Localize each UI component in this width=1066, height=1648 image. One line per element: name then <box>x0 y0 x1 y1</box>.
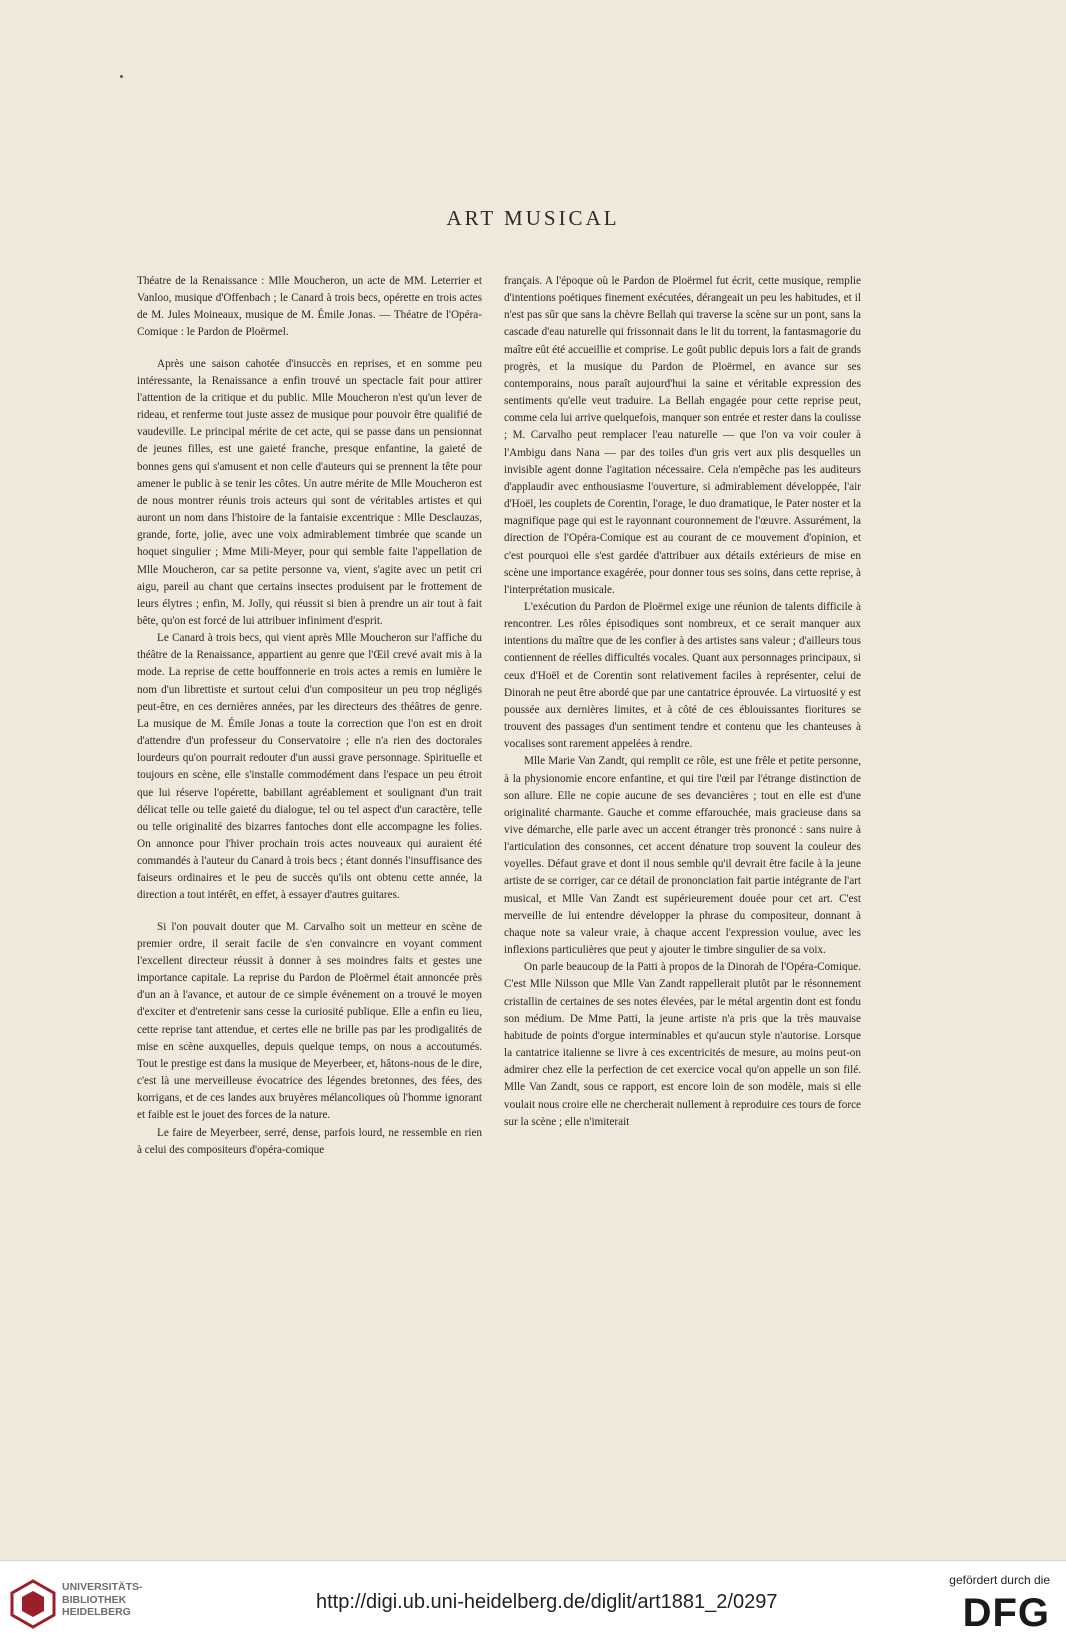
paragraph: Si l'on pouvait douter que M. Carvalho soit un metteur en scène de premier ordre, il serait facile de s'en convaincre en voyant comment l'excellent directeur réussit à donner à ses moindres faits et gestes une importance capitale. La reprise du Pardon de Ploërmel était annoncée près d'un an à l'avance, et autour de ce simple événement on a trouvé le moyen d'exciter et d'entretenir sans cesse la curiosité publique. Elle a enfin eu lieu, cette reprise tant attendue, et certes elle ne brille pas par les prodigalités de mise en scène auxquelles, depuis quelque temps, on nous a accoutumés. Tout le prestige est dans la musique de Meyerbeer, et, hâtons-nous de le dire, c'est là une merveilleuse évocatrice des légendes bretonnes, des fées, des korrigans, et de ces landes aux bruyères mélancoliques où l'homme ignorant et faible est le jouet des forces de la nature. <box>137 920 482 1122</box>
page-title: ART MUSICAL <box>446 206 620 230</box>
paragraph: Mlle Marie Van Zandt, qui remplit ce rôle, est une frêle et petite personne, à la physionomie encore enfantine, et qui tire l'œil par l'étrange distinction de son allure. Elle ne copie aucune de ses devancières ; tout en elle est d'une originalité charmante. Gauche et comme effarouchée, mais gracieuse dans sa vive démarche, elle parle avec un accent étranger très prononcé : sans nuire à l'articulation des consonnes, cet accent dénature trop souvent la couleur des voyelles. Défaut grave et dont il nous semble qu'il devrait être facile à la jeune artiste de se corriger, car ce détail de prononciation fait partie intégrante de l'art musical, et Mlle Van Zandt est supérieurement douée pour cet art. C'est merveille de lui entendre développer la phrase du compositeur, donnant à chaque note sa valeur vraie, à chaque accent l'expression voulue, avec les inflexions particulières que peut y ajouter le timbre singulier de sa voix. <box>504 755 861 957</box>
university-seal-icon <box>10 1579 56 1629</box>
paragraph: Le faire de Meyerbeer, serré, dense, parfois lourd, ne ressemble en rien à celui des compositeurs d'opéra-comique <box>137 1126 482 1156</box>
paragraph: On parle beaucoup de la Patti à propos de la Dinorah de l'Opéra-Comique. C'est Mlle Nilsson que Mlle Van Zandt rappellerait plutôt par le résonnement cristallin de certaines de ses notes élevées, par le métal argentin dont est fondu son médium. De Mme Patti, la jeune artiste n'a pris que la très mauvaise habitude de points d'orgue interminables et qu'aucun style n'autorise. Lorsque la cantatrice italienne se livre à ces excentricités de mesure, au moins peut-on admirer chez elle la perfection de cet exercice vocal qu'on appelle un son filé. Mlle Van Zandt, sous ce rapport, est encore loin de son modèle, mais si elle voulait nous croire elle ne chercherait nullement à reproduire ces tours de force sur la scène ; elle n'imiterait <box>504 961 861 1128</box>
dfg-logo: DFG <box>962 1591 1050 1635</box>
document-url-link[interactable]: http://digi.ub.uni-heidelberg.de/diglit/art1881_2/0297 <box>316 1591 778 1613</box>
left-column <box>137 273 482 1373</box>
ink-speck <box>120 75 123 78</box>
paragraph: Le Canard à trois becs, qui vient après Mlle Moucheron sur l'affiche du théâtre de la Renaissance, appartient au genre que l'Œil crevé avait mis à la mode. La reprise de cette bouffonnerie en trois actes a remis en lumière le nom d'un librettiste et surtout celui d'un compositeur un peu trop négligés peut-être, en ces dernières années, par les directeurs des théâtres de genre. La musique de M. Émile Jonas a toute la correction que l'on est en droit d'attendre d'un professeur du Conservatoire ; elle n'a rien des doctorales lourdeurs qu'on pourrait redouter d'un aussi grave personnage. Spirituelle et toujours en scène, elle s'installe commodément dans l'espace un peu étroit que lui réserve l'opérette, babillant agréablement et soulignant d'un trait délicat telle ou telle gaieté du dialogue, tel ou tel aspect d'un caractère, telle ou telle originalité des bizarres fantoches dont elle accompagne les folies. On annonce pour l'hiver prochain trois actes nouveaux qui auraient été commandés à l'auteur du Canard à trois becs ; étant donnés l'insuffisance des faiseurs ordinaires et le peu de succès qu'ils ont obtenu cette année, la direction a tout intérêt, en effet, à essayer d'autres guitares. <box>137 632 482 902</box>
institution-name: UNIVERSITÄTS- BIBLIOTHEK HEIDELBERG <box>62 1581 143 1618</box>
right-column <box>504 273 861 1373</box>
paragraph: L'exécution du Pardon de Ploërmel exige une réunion de talents difficile à rencontrer. Les rôles épisodiques sont nombreux, et ce serait manquer aux intentions du maître que de les confier à des artistes sans valeur ; d'ailleurs tous contiennent de réelles difficultés vocales. Quant aux personnages principaux, si ceux d'Hoël et de Corentin sont relativement faciles à représenter, celui de Dinorah ne peut être abordé que par une cantatrice éprouvée. La virtuosité y est poussée aux dernières limites, et à côté de ces éblouissantes fioritures se trouvent des passages d'un sentiment tendre et contenu que les chanteuses à vocalises sont rarement appelées à rendre. <box>504 600 861 751</box>
paragraph: Après une saison cahotée d'insuccès en reprises, et en somme peu intéressante, la Renaissance a enfin trouvé un spectacle fait pour attirer l'attention de la critique et du public. Mlle Moucheron n'est qu'un lever de rideau, et renferme tout juste assez de musique pour pouvoir être qualifié de vaudeville. Le principal mérite de cet acte, qui se passe dans un pensionnat de jeunes filles, est une gaieté franche, presque enfantine, la gaieté de bonnes gens qui s'amusent et non celle d'auteurs qui se prennent la tête pour amener le public à se tenir les côtes. Un autre mérite de Mlle Moucheron est de nous montrer réunis trois acteurs qui sont de véritables artistes et qui auront un nom dans l'histoire de la fantaisie excentrique : Mlle Desclauzas, grande, forte, jolie, avec une voix admirablement timbrée que scande un hoquet singulier ; Mme Mili-Meyer, pour qui semble faite l'appellation de Mlle Moucheron, car sa petite personne va, vient, s'agite avec un petit cri aigu, pareil au chant que certains insectes produisent par le frottement de leurs élytres ; enfin, M. Jolly, qui réussit si bien à prendre un air tout à fait bête, qu'on est forcé de lui attribuer infiniment d'esprit. <box>137 357 482 627</box>
footer-bar <box>0 1560 1066 1648</box>
section-heading-paragraph: Théatre de la Renaissance : Mlle Moucheron, un acte de MM. Leterrier et Vanloo, musique d'Offenbach ; le Canard à trois becs, opérette en trois actes de M. Jules Moineaux, musique de M. Émile Jonas. — Théatre de l'Opéra-Comique : le Pardon de Ploërmel. <box>137 275 482 339</box>
paragraph: français. A l'époque où le Pardon de Ploërmel fut écrit, cette musique, remplie d'intentions poétiques finement exécutées, dérangeait un peu les habitudes, et il n'est pas sûr que sans la chèvre Bellah qui traverse la scène sur un pont, sans la cascade d'eau naturelle qui frissonnait dans le lit du torrent, la fantasmagorie du maître eût été accueillie et comprise. Le goût public depuis lors a fait de grands progrès, et la musique du Pardon de Ploërmel, en avance sur ses contemporains, nous paraît aujourd'hui la saine et véritable expression des sentiments qu'elle veut traduire. La Bellah engagée pour cette reprise peut, comme cela lui arrive quelquefois, manquer son entrée et rester dans la coulisse ; M. Carvalho peut remplacer l'eau naturelle — que l'on va voir couler à l'Ambigu dans Nana — par des toiles d'un gris vert aux plis desquelles un invisible agent donne l'agitation nécessaire. Cela n'empêche pas les auditeurs d'applaudir avec enthousiasme l'ouverture, si admirablement développée, l'air d'Hoël, les couplets de Corentin, l'orage, le duo dramatique, le Pater noster et la magnifique page qui est le rayonnant couronnement de l'œuvre. Assurément, la direction de l'Opéra-Comique est au courant de ce mouvement d'opinion, et c'est pourquoi elle s'est gardée d'attribuer aux détails extérieurs de mise en scène une importance exagérée, pour donner tous ses soins, dans cette reprise, à l'interprétation musicale. <box>504 275 861 596</box>
funding-note: gefördert durch die <box>949 1573 1050 1587</box>
